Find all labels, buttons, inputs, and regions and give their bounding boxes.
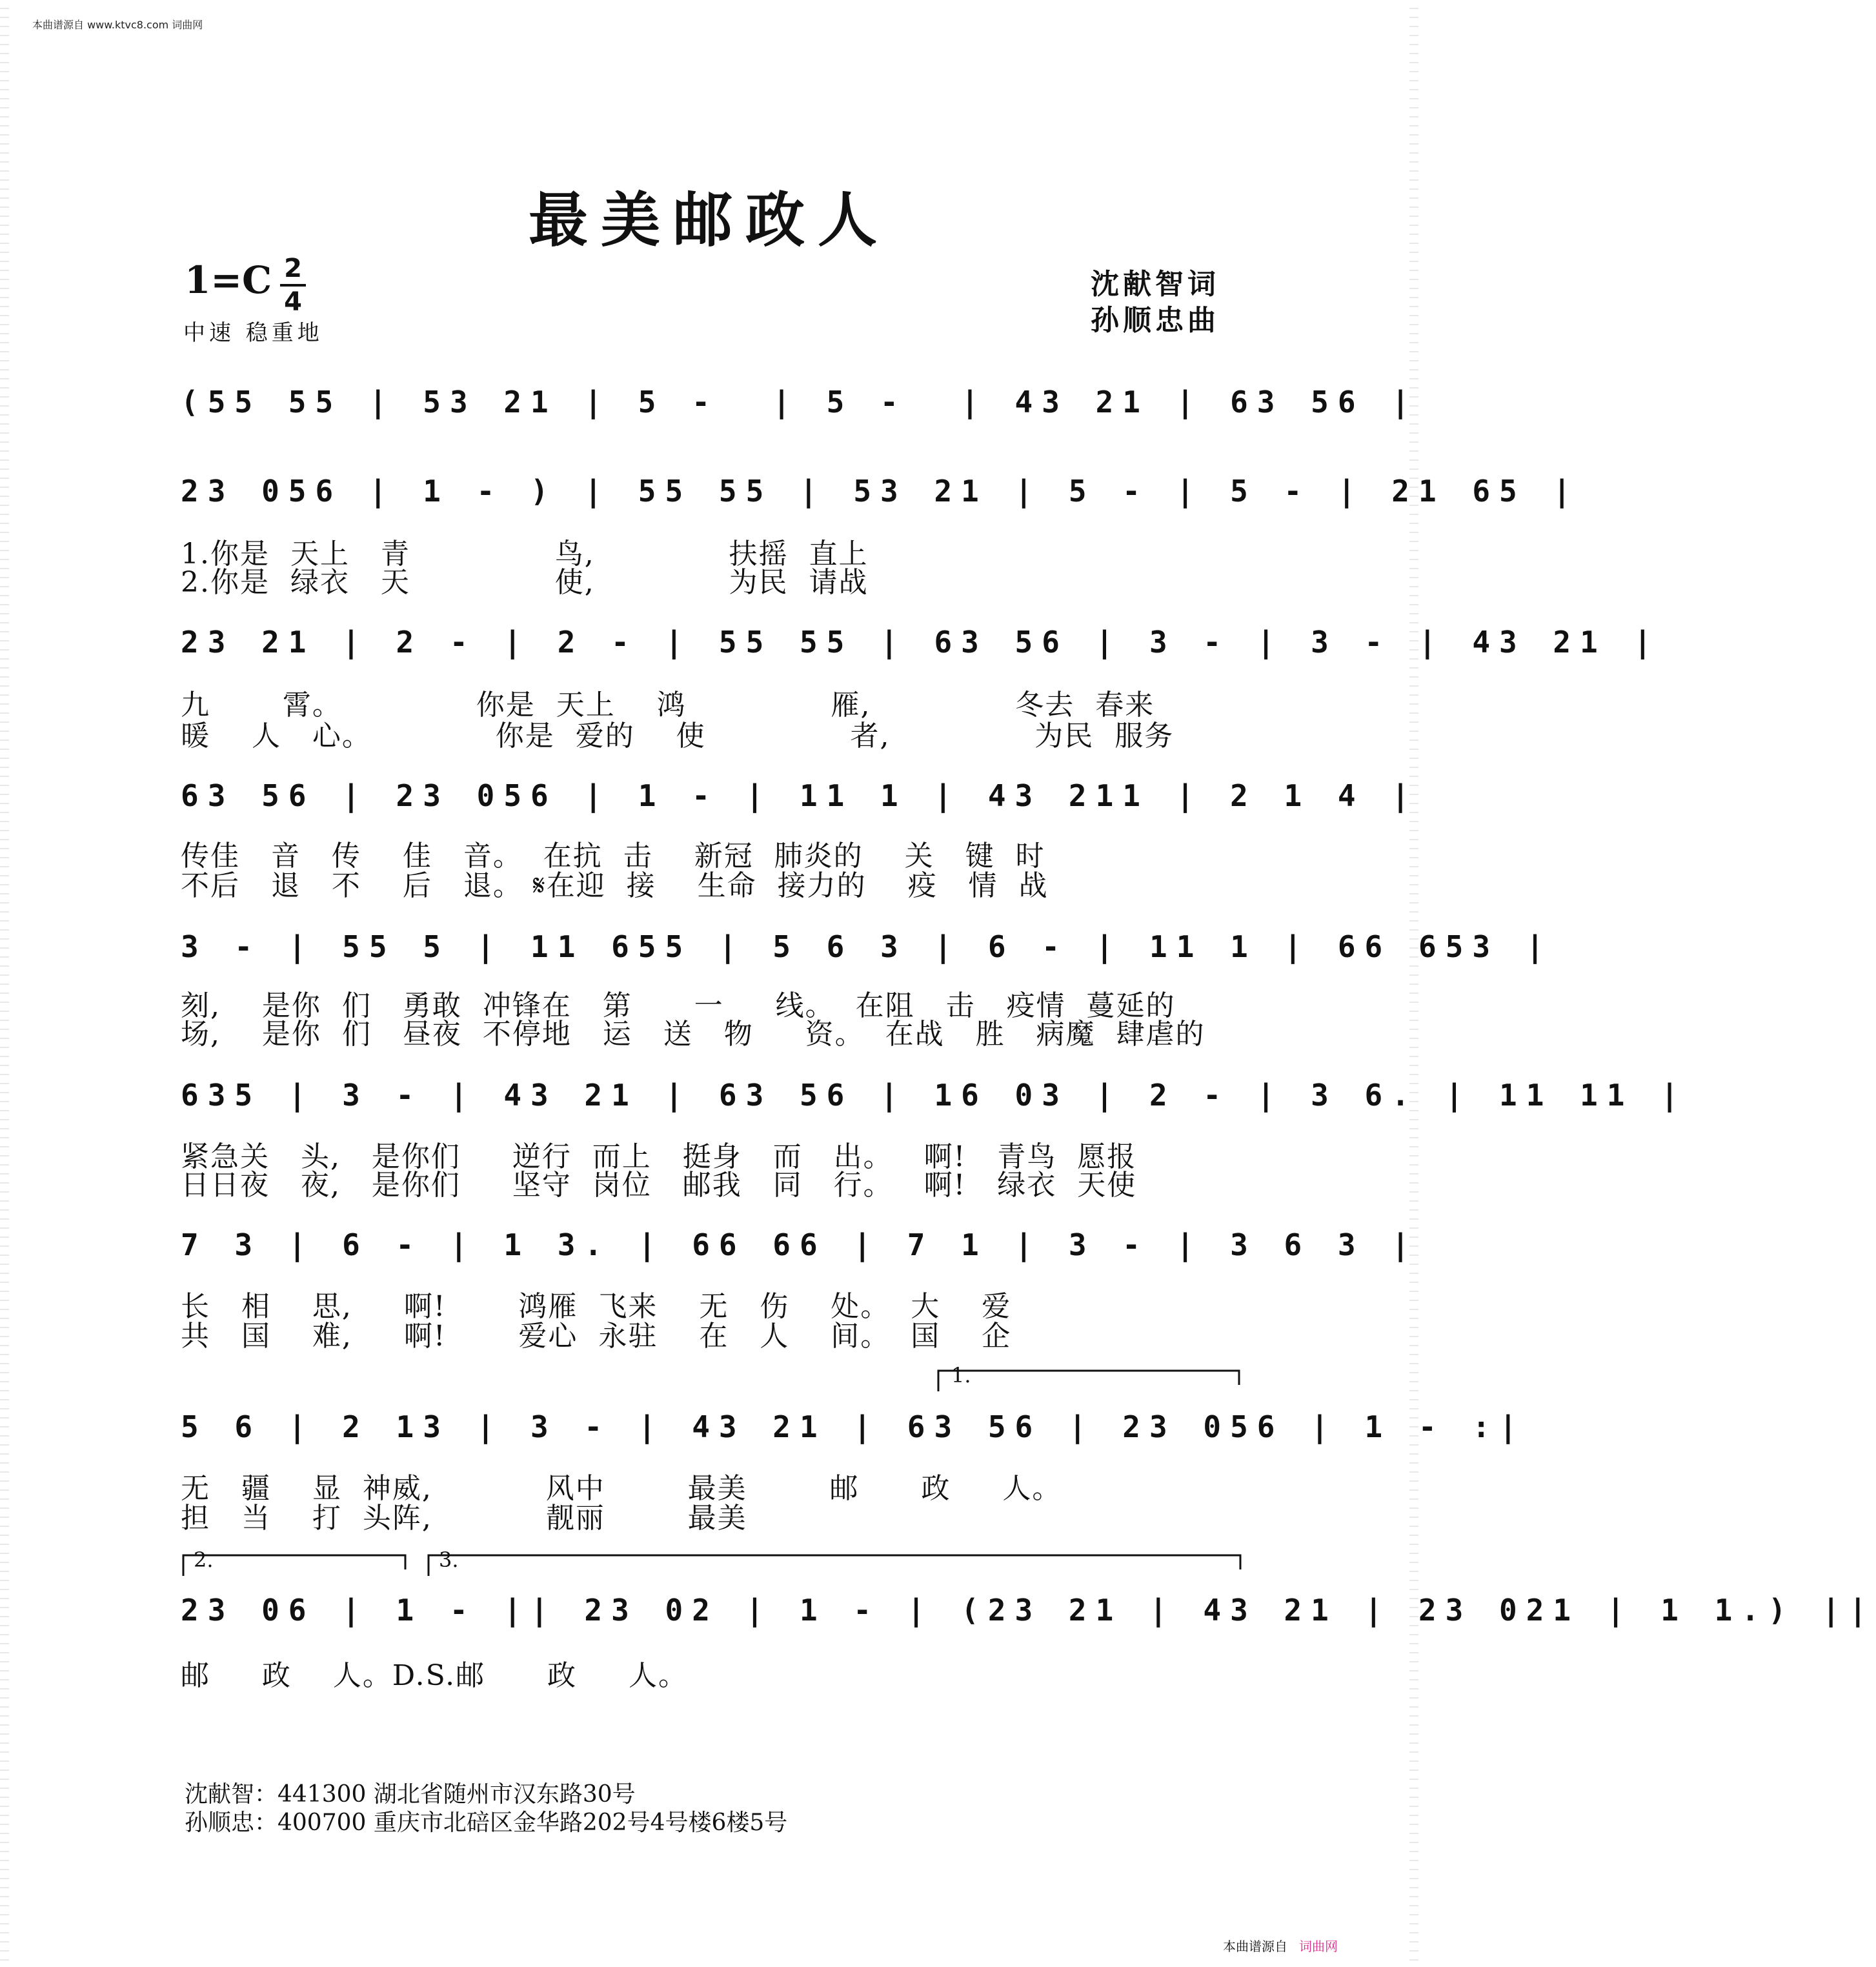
footer-source	[1223, 1936, 1338, 1955]
volta-2-bracket	[181, 1551, 413, 1577]
time-signature-bottom: 4	[284, 287, 302, 317]
lyrics-line-5-verse-2: 场, 是你 们 昼夜 不停地 运 送 物 资。 在战 胜 病魔 肆虐的	[181, 1018, 1205, 1051]
score-line-9	[181, 1581, 1876, 1639]
time-signature-bar	[280, 284, 306, 287]
notation-line-7: 7 3 | 6 - | 1 3. | 66 66 | 7 1 | 3 - | 3 6 3 |	[181, 1227, 1418, 1262]
lyrics-line-3-verse-2: 暖 人 心。 你是 爱的 使 者, 为民 服务	[181, 720, 1175, 752]
notation-line-1: (55 55 | 53 21 | 5 - | 5 - | 43 21 | 63 56 |	[181, 385, 1418, 419]
volta-3-bracket	[426, 1551, 1246, 1577]
lyrics-line-2-verse-2: 2.你是 绿衣 天 使, 为民 请战	[181, 566, 869, 599]
time-signature	[280, 254, 306, 316]
notation-line-8: 5 6 | 2 13 | 3 - | 43 21 | 63 56 | 23 056 | 1 - :|	[181, 1409, 1526, 1444]
lyrics-line-7-verse-1: 长 相 思, 啊! 鸿雁 飞来 无 伤 处。 大 爱	[181, 1290, 1012, 1323]
tempo-marking: 中速 稳重地	[183, 320, 323, 346]
lyrics-line-8-verse-1: 无 疆 显 神威, 风中 最美 邮 政 人。	[181, 1472, 1062, 1505]
lyricist-credit: 沈献智词	[1091, 268, 1220, 301]
lyrics-line-4-verse-1: 传佳 音 传 佳 音。 在抗 击 新冠 肺炎的 关 键 时	[181, 840, 1045, 873]
address-lyricist: 沈献智：441300 湖北省随州市汉东路30号	[185, 1781, 636, 1808]
notation-line-6: 635 | 3 - | 43 21 | 63 56 | 16 03 | 2 - | 3 6. | 11 11 |	[181, 1078, 1688, 1113]
left-edge-pattern	[0, 0, 9, 1967]
footer-site-link[interactable]: 词曲网	[1299, 1939, 1338, 1954]
score-line-3	[181, 613, 1661, 671]
score-line-5	[181, 918, 1553, 976]
header-watermark: 本曲谱源自 www.ktvc8.com 词曲网	[32, 19, 203, 31]
composer-credit: 孙顺忠曲	[1091, 304, 1220, 337]
lyrics-line-4-verse-2: 不后 退 不 后 退。 𝄋在迎 接 生命 接力的 疫 情 战	[181, 869, 1049, 902]
score-line-2	[181, 462, 1580, 520]
score-line-1	[181, 373, 1418, 431]
score-line-7	[181, 1216, 1418, 1274]
lyrics-line-7-verse-2: 共 国 难, 啊! 爱心 永驻 在 人 间。 国 企	[181, 1320, 1012, 1353]
score-line-8	[181, 1398, 1526, 1456]
lyrics-line-6-verse-1: 紧急关 头, 是你们 逆行 而上 挺身 而 出。 啊! 青鸟 愿报	[181, 1140, 1137, 1173]
lyrics-line-8-verse-2: 担 当 打 头阵, 靓丽 最美	[181, 1502, 747, 1535]
volta-3-label: 3.	[439, 1548, 459, 1572]
volta-1-label: 1.	[951, 1363, 971, 1387]
notation-line-5: 3 - | 55 5 | 11 655 | 5 6 3 | 6 - | 11 1 | 66 653 |	[181, 929, 1553, 964]
lyrics-line-3-verse-1: 九 霄。 你是 天上 鸿 雁, 冬去 春来	[181, 689, 1155, 721]
score-line-6	[181, 1066, 1688, 1124]
song-title: 最美邮政人	[528, 185, 890, 255]
key-signature: 1=C	[185, 258, 272, 302]
score-line-4	[181, 767, 1418, 825]
lyrics-line-2-verse-1: 1.你是 天上 青 鸟, 扶摇 直上	[181, 538, 869, 570]
lyrics-line-9: 邮 政 人。D.S.邮 政 人。	[181, 1659, 688, 1692]
footer-source-text: 本曲谱源自	[1223, 1939, 1287, 1954]
notation-line-3: 23 21 | 2 - | 2 - | 55 55 | 63 56 | 3 - | 3 - | 43 21 |	[181, 625, 1661, 660]
right-edge-pattern	[1409, 0, 1418, 1967]
volta-2-label: 2.	[194, 1548, 214, 1572]
volta-1-bracket	[936, 1367, 1246, 1393]
notation-line-9: 23 06 | 1 - || 23 02 | 1 - | (23 21 | 43 21 | 23 021 | 1 1.) ||	[181, 1593, 1876, 1628]
notation-line-2: 23 056 | 1 - ) | 55 55 | 53 21 | 5 - | 5 - | 21 65 |	[181, 474, 1580, 509]
address-composer: 孙顺忠：400700 重庆市北碚区金华路202号4号楼6楼5号	[185, 1810, 788, 1836]
time-signature-top: 2	[284, 254, 302, 283]
lyrics-line-5-verse-1: 刻, 是你 们 勇敢 冲锋在 第 一 线。 在阻 击 疫情 蔓延的	[181, 989, 1176, 1022]
notation-line-4: 63 56 | 23 056 | 1 - | 11 1 | 43 211 | 2 1 4 |	[181, 778, 1418, 813]
lyrics-line-6-verse-2: 日日夜 夜, 是你们 坚守 岗位 邮我 同 行。 啊! 绿衣 天使	[181, 1169, 1137, 1202]
